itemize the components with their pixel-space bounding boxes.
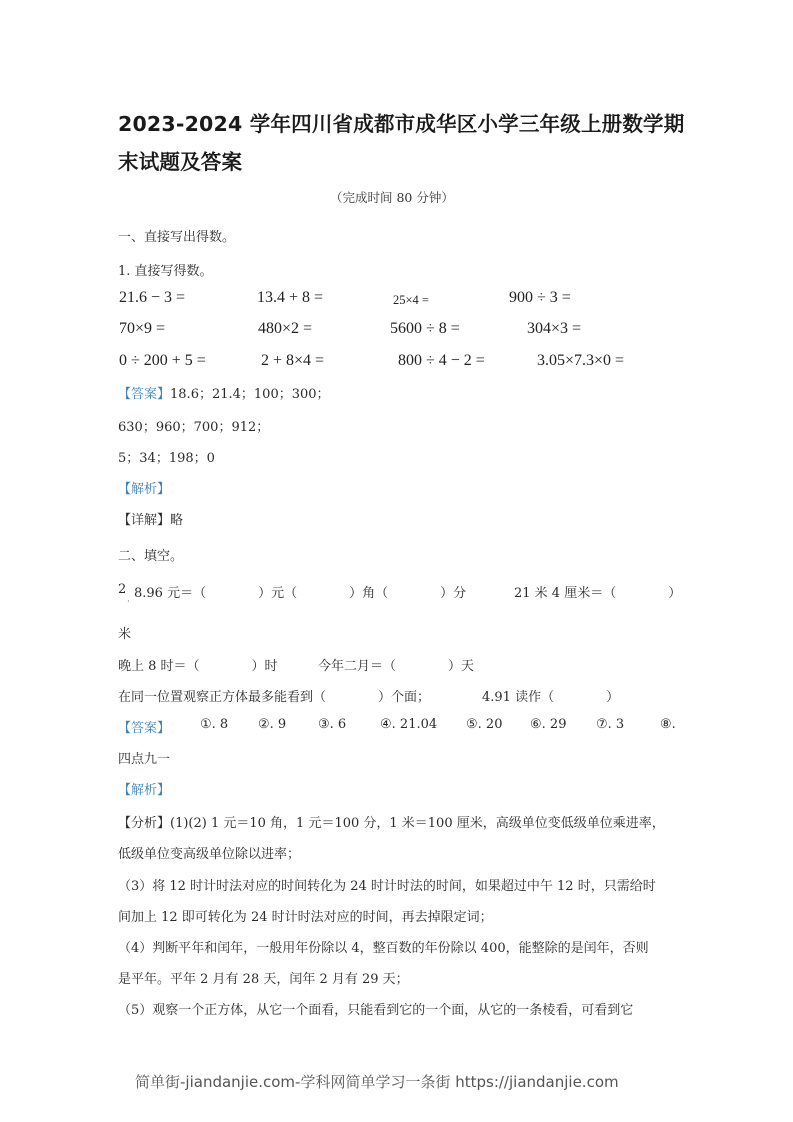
math-problem: 13.4 + 8 = bbox=[257, 289, 324, 306]
math-problem: 5600 ÷ 8 = bbox=[390, 320, 460, 337]
answer-item: ⑤. 20 bbox=[466, 717, 503, 732]
time-note: （完成时间 80 分钟） bbox=[330, 190, 454, 205]
detail-line bbox=[118, 509, 183, 528]
analysis-tag: 【解析】 bbox=[118, 783, 171, 798]
answer-line-3: 5；34；198；0 bbox=[118, 451, 215, 466]
answer-item: ④. 21.04 bbox=[380, 717, 438, 732]
math-problem: 3.05×7.3×0 = bbox=[537, 352, 625, 369]
section-1-heading: 一、直接写出得数。 bbox=[118, 230, 236, 245]
footer-watermark: 简单街-jiandanjie.com-学科网简单学习一条街 https://jiandanjie.com bbox=[135, 1073, 619, 1091]
math-problem: 25×4 = bbox=[393, 293, 429, 307]
analysis-line: 间加上 12 即可转化为 24 时计时法对应的时间，再去掉限定词； bbox=[118, 910, 493, 925]
question-2-part-1: 8.96 元＝（ ）元（ ）角（ ）分 bbox=[134, 586, 467, 601]
question-2-wrap: 米 bbox=[118, 627, 132, 642]
answer-wrap: 四点九一 bbox=[118, 752, 171, 767]
page-title-line-2: 末试题及答案 bbox=[118, 150, 243, 174]
answer-values: 18.6；21.4；100；300； bbox=[170, 387, 330, 402]
math-problem: 0 ÷ 200 + 5 = bbox=[119, 352, 206, 369]
math-problem: 304×3 = bbox=[527, 320, 582, 337]
answer-line-2: 630；960；700；912； bbox=[118, 420, 270, 435]
math-problem: 21.6 − 3 = bbox=[119, 289, 186, 306]
answer-item: ①. 8 bbox=[200, 717, 229, 732]
math-problem: 900 ÷ 3 = bbox=[509, 289, 571, 306]
analysis-line: （5）观察一个正方体，从它一个面看，只能看到它的一个面，从它的一条棱看，可看到它 bbox=[118, 1003, 634, 1018]
question-2-line-2b: 今年二月＝（ ）天 bbox=[318, 659, 475, 674]
math-problem: 800 ÷ 4 − 2 = bbox=[398, 352, 485, 369]
question-1-label: 1. 直接写得数。 bbox=[118, 264, 213, 279]
math-problem: 2 + 8×4 = bbox=[261, 352, 325, 369]
question-2-number: 2 bbox=[118, 582, 127, 597]
answer-tag: 【答案】 bbox=[118, 387, 171, 402]
answer-item: ⑥. 29 bbox=[530, 717, 567, 732]
analysis-line: （4）判断平年和闰年，一般用年份除以 4，整百数的年份除以 400，能整除的是闰年，否则 bbox=[118, 941, 649, 956]
answer-item: ⑦. 3 bbox=[596, 717, 625, 732]
question-2-line-3b: 4.91 读作（ ） bbox=[482, 690, 620, 705]
analysis-line: 是平年。平年 2 月有 28 天，闰年 2 月有 29 天； bbox=[118, 972, 409, 987]
answer-item: ②. 9 bbox=[258, 717, 287, 732]
answer-tag: 【答案】 bbox=[118, 721, 171, 736]
section-2-heading: 二、填空。 bbox=[118, 549, 184, 564]
answer-item: ⑧. bbox=[660, 717, 676, 732]
analysis-line: （3）将 12 时计时法对应的时间转化为 24 时计时法的时间，如果超过中午 12 时，只需给时 bbox=[118, 879, 656, 894]
page-title-line-1: 2023-2024 学年四川省成都市成华区小学三年级上册数学期 bbox=[118, 112, 685, 136]
detail-tag: 【详解】 bbox=[118, 513, 171, 528]
detail-text: 略 bbox=[170, 513, 184, 528]
answer-line-1 bbox=[118, 383, 330, 402]
analysis-line: 低级单位变高级单位除以进率； bbox=[118, 847, 301, 862]
answer-item: ③. 6 bbox=[318, 717, 347, 732]
decorative-dot: · bbox=[127, 597, 130, 607]
question-2-part-2: 21 米 4 厘米＝（ ） bbox=[514, 586, 682, 601]
math-problem: 480×2 = bbox=[258, 320, 313, 337]
analysis-tag: 【解析】 bbox=[118, 482, 171, 497]
question-2-line-2a: 晚上 8 时＝（ ）时 bbox=[118, 659, 278, 674]
question-2-line-3a: 在同一位置观察正方体最多能看到（ ）个面； bbox=[118, 690, 431, 705]
math-problem: 70×9 = bbox=[119, 320, 166, 337]
analysis-line: 【分析】(1)(2) 1 元＝10 角，1 元＝100 分，1 米＝100 厘米，高级单位变低级单位乘进率， bbox=[118, 816, 665, 831]
